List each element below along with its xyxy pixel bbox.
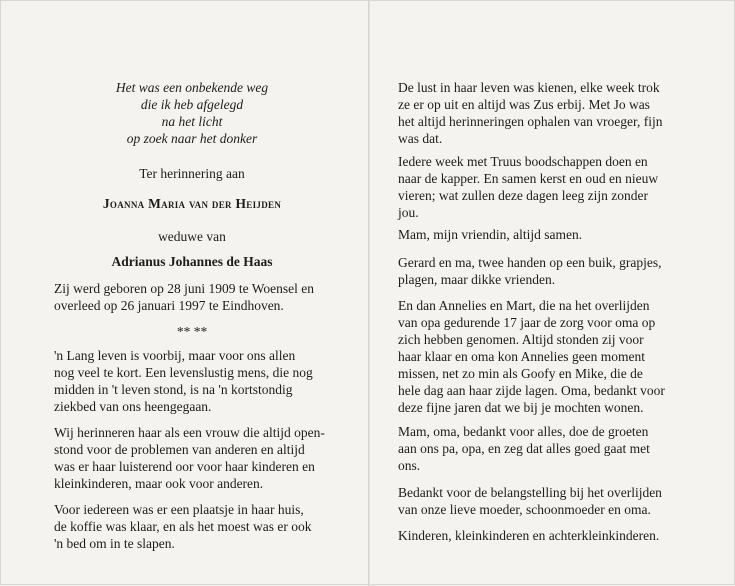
text-line: midden in 't leven stond, is na 'n kortstondig	[54, 382, 293, 397]
text-line: missen, net zo min als Goofy en Mike, die de	[398, 366, 643, 381]
text-line: was er haar luisterend oor voor haar kinderen en	[54, 459, 315, 474]
poem-line: op zoek naar het donker	[126, 131, 258, 146]
text-line: Voor iedereen was er een plaatsje in haar huis,	[54, 502, 304, 517]
card-fold	[368, 1, 370, 586]
text-line: was dat.	[398, 131, 443, 146]
right-paragraph	[398, 484, 696, 518]
text-line: nog veel te kort. Een levenslustig mens, die nog	[54, 365, 313, 380]
left-paragraph	[54, 347, 330, 415]
text-line: overleed op 26 januari 1997 te Eindhoven.	[54, 298, 284, 313]
left-paragraph	[54, 501, 330, 552]
separator-stars: ** **	[176, 324, 208, 339]
text-line: Gerard en ma, twee handen op een buik, grapjes,	[398, 255, 662, 270]
poem-line: Het was een onbekende weg	[115, 80, 269, 95]
text-line: De lust in haar leven was kienen, elke week trok	[398, 80, 660, 95]
in-memory-text: Ter herinnering aan	[139, 166, 245, 181]
deceased-name: Joanna Maria van der Heijden	[102, 196, 282, 211]
right-paragraph	[398, 226, 696, 243]
text-line: deze fijne jaren dat we bij je mochten wonen.	[398, 400, 644, 415]
husband-name: Adrianus Johannes de Haas	[111, 254, 273, 269]
text-line: ons.	[398, 458, 421, 473]
text-line: de koffie was klaar, en als het moest was er ook	[54, 519, 312, 534]
text-line: 'n Lang leven is voorbij, maar voor ons allen	[54, 348, 296, 363]
text-line: Wij herinneren haar als een vrouw die altijd open-	[54, 425, 325, 440]
text-line: zich hebben genomen. Altijd stonden zij voor	[398, 332, 644, 347]
text-line: hele dag aan haar zijde lagen. Oma, bedankt voor	[398, 383, 665, 398]
right-paragraph	[398, 297, 696, 416]
right-paragraph	[398, 79, 696, 147]
text-line: ziekbed van ons heengegaan.	[54, 399, 212, 414]
text-line: plagen, maar dikke vrienden.	[398, 272, 556, 287]
left-page	[54, 1, 330, 586]
text-line: stond voor de problemen van anderen en altijd	[54, 442, 305, 457]
text-line: jou.	[398, 205, 419, 220]
text-line: het altijd herinneringen ophalen van vroeger, fijn	[398, 114, 663, 129]
text-line: Kinderen, kleinkinderen en achterkleinkinderen.	[398, 528, 660, 543]
widow-of-text: weduwe van	[158, 229, 226, 244]
poem-line: na het licht	[161, 114, 223, 129]
text-line: ze er op uit en altijd was Zus erbij. Met Jo was	[398, 97, 650, 112]
text-line: 'n bed om in te slapen.	[54, 536, 175, 551]
text-line: vieren; wat zullen deze dagen leeg zijn zonder	[398, 188, 649, 203]
text-line: Mam, mijn vriendin, altijd samen.	[398, 227, 583, 242]
text-line: En dan Annelies en Mart, die na het overlijden	[398, 298, 650, 313]
right-paragraph	[398, 254, 696, 288]
text-line: Mam, oma, bedankt voor alles, doe de groeten	[398, 424, 649, 439]
poem-line: die ik heb afgelegd	[140, 97, 244, 112]
right-paragraph	[398, 423, 696, 474]
text-line: van opa gedurende 17 jaar de zorg voor oma op	[398, 315, 656, 330]
text-line: van onze lieve moeder, schoonmoeder en oma.	[398, 502, 651, 517]
text-line: kleinkinderen, maar ook voor anderen.	[54, 476, 264, 491]
text-line: haar klaar en oma kon Annelies geen moment	[398, 349, 646, 364]
text-line: Iedere week met Truus boodschappen doen en	[398, 154, 648, 169]
right-page	[398, 1, 696, 586]
text-line: naar de kapper. En samen kerst en oud en nieuw	[398, 171, 659, 186]
birth-death-paragraph	[54, 280, 330, 314]
right-paragraph	[398, 527, 696, 544]
right-paragraph	[398, 153, 696, 221]
text-line: aan ons pa, opa, en zeg dat alles goed gaat met	[398, 441, 650, 456]
text-line: Bedankt voor de belangstelling bij het overlijden	[398, 485, 662, 500]
text-line: Zij werd geboren op 28 juni 1909 te Woensel en	[54, 281, 314, 296]
left-paragraph	[54, 424, 330, 492]
poem	[54, 79, 330, 147]
